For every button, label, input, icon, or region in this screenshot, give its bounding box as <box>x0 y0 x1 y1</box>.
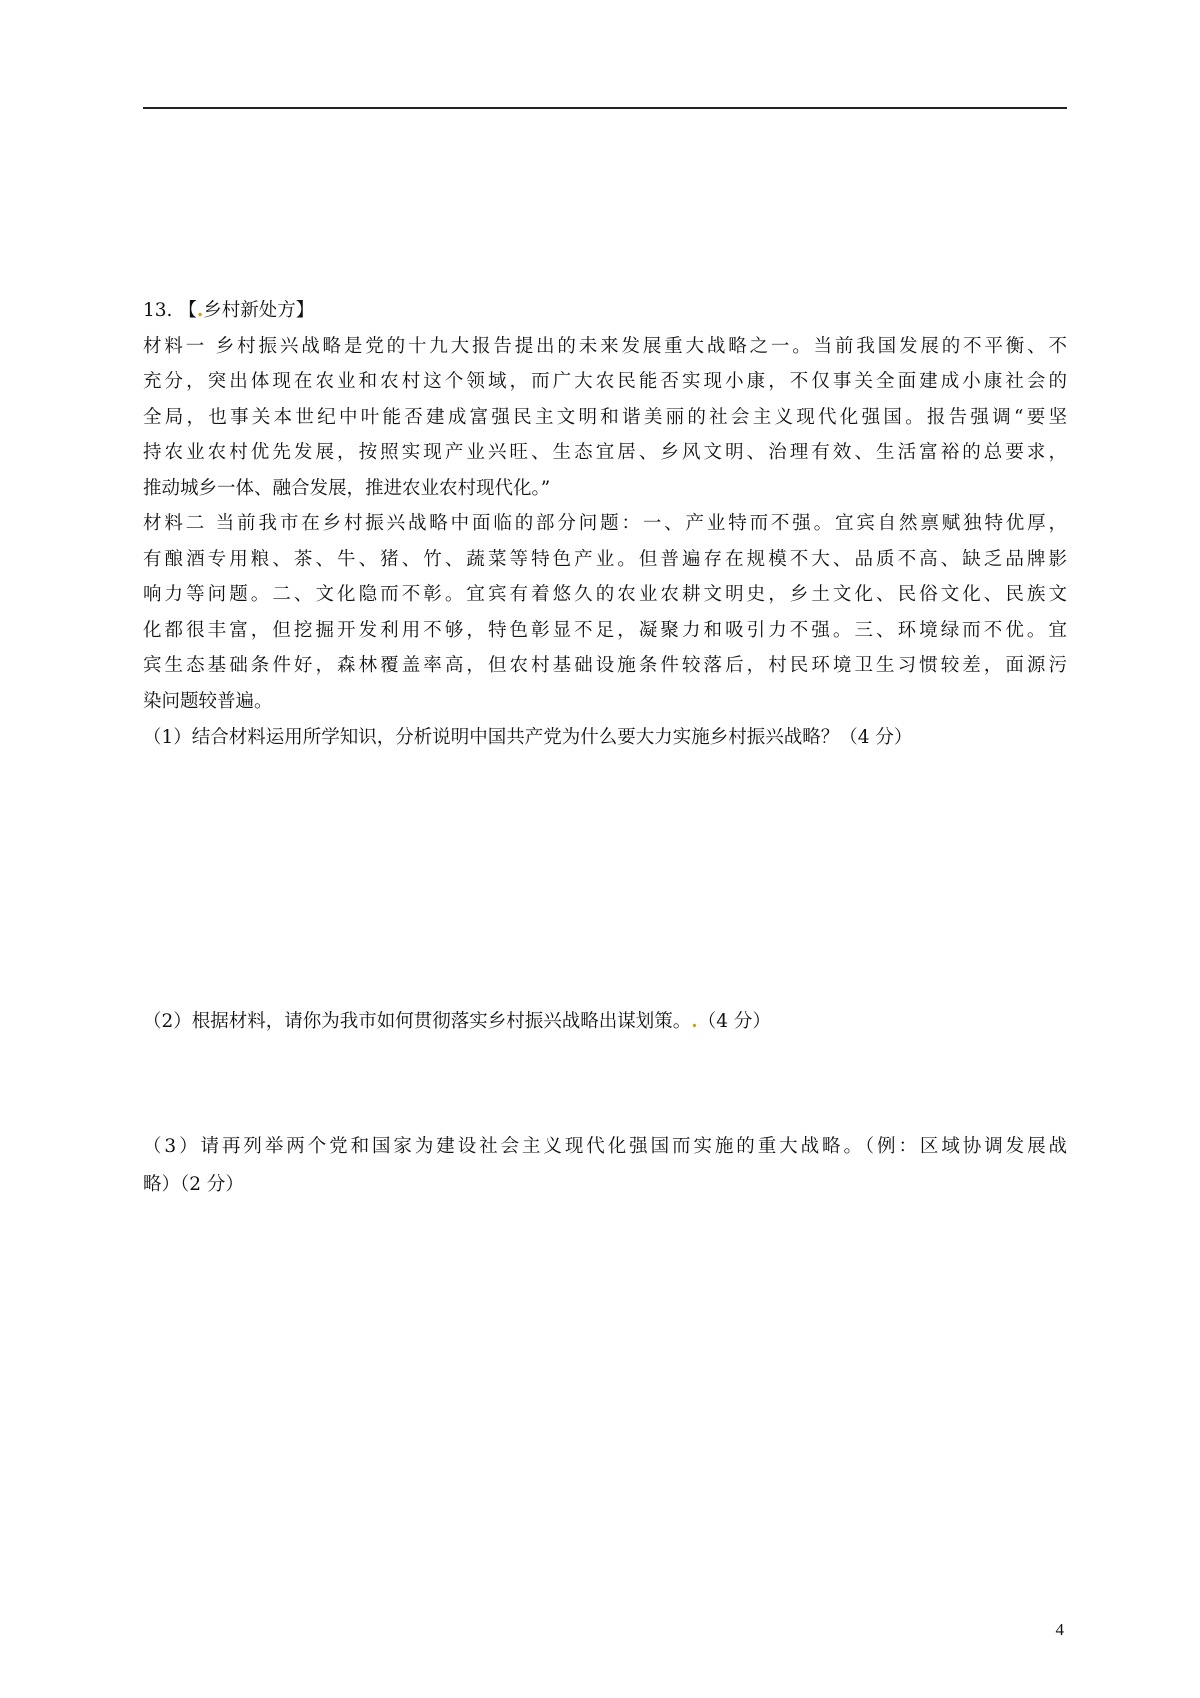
sub-question-2-dot: . <box>691 1011 698 1032</box>
sub-question-1: （1）结合材料运用所学知识，分析说明中国共产党为什么要大力实施乡村振兴战略？（4 分） <box>143 727 913 748</box>
sub-question-2-score: （4 分） <box>697 1011 771 1032</box>
material-two-line: 染问题较普遍。 <box>143 690 273 712</box>
material-two-line: 有酿酒专用粮、茶、牛、猪、竹、蔬菜等特色产业。但普遍存在规模不大、品质不高、缺乏品牌影 <box>143 548 1067 570</box>
material-two-line: 宾生态基础条件好，森林覆盖率高，但农村基础设施条件较落后，村民环境卫生习惯较差，面源污 <box>143 655 1067 676</box>
sub-question-2 <box>143 1003 1067 1041</box>
sub-question-3-line: 略）（2 分） <box>143 1174 244 1195</box>
title-open-bracket: 【 <box>178 300 197 321</box>
material-one-line: 持农业农村优先发展，按照实现产业兴旺、生态宜居、乡风文明、治理有效、生活富裕的总要求， <box>143 442 1067 463</box>
material-two-line: 材料二 当前我市在乡村振兴战略中面临的部分问题：一、产业特而不强。宜宾自然禀赋独特优厚， <box>143 513 1067 534</box>
sub-question-2-text: （2）根据材料，请你为我市如何贯彻落实乡村振兴战略出谋划策。 <box>143 1011 692 1032</box>
material-one-line: 推动城乡一体、融合发展，推进农业农村现代化。” <box>143 477 551 499</box>
material-two-line: 化都很丰富，但挖掘开发利用不够，特色彰显不足，凝聚力和吸引力不强。三、环境绿而不优。宜 <box>143 619 1067 641</box>
question-number: 13. <box>143 300 173 321</box>
material-two-line: 响力等问题。二、文化隐而不彰。宜宾有着悠久的农业农耕文明史，乡土文化、民俗文化、民族文 <box>143 584 1067 605</box>
sub-question-3 <box>143 1128 1067 1204</box>
question-title <box>143 293 1067 329</box>
material-one-line: 材料一 乡村振兴战略是党的十九大报告提出的未来发展重大战略之一。当前我国发展的不平衡、不 <box>143 335 1067 357</box>
page-number: 4 <box>1055 1620 1064 1639</box>
material-two <box>143 506 1067 719</box>
material-one <box>143 329 1067 507</box>
title-dot: . <box>196 300 204 321</box>
material-one-line: 充分，突出体现在农业和农村这个领域，而广大农民能否实现小康，不仅事关全面建成小康社会的 <box>143 371 1067 392</box>
question-13 <box>143 293 1067 756</box>
sub-question-3-line: （3）请再列举两个党和国家为建设社会主义现代化强国而实施的重大战略。（例：区域协调发展战 <box>143 1136 1067 1157</box>
material-one-line: 全局，也事关本世纪中叶能否建成富强民主文明和谐美丽的社会主义现代化强国。报告强调“要坚 <box>143 406 1067 428</box>
header-rule <box>143 107 1067 109</box>
title-text: 乡村新处方】 <box>203 300 315 321</box>
